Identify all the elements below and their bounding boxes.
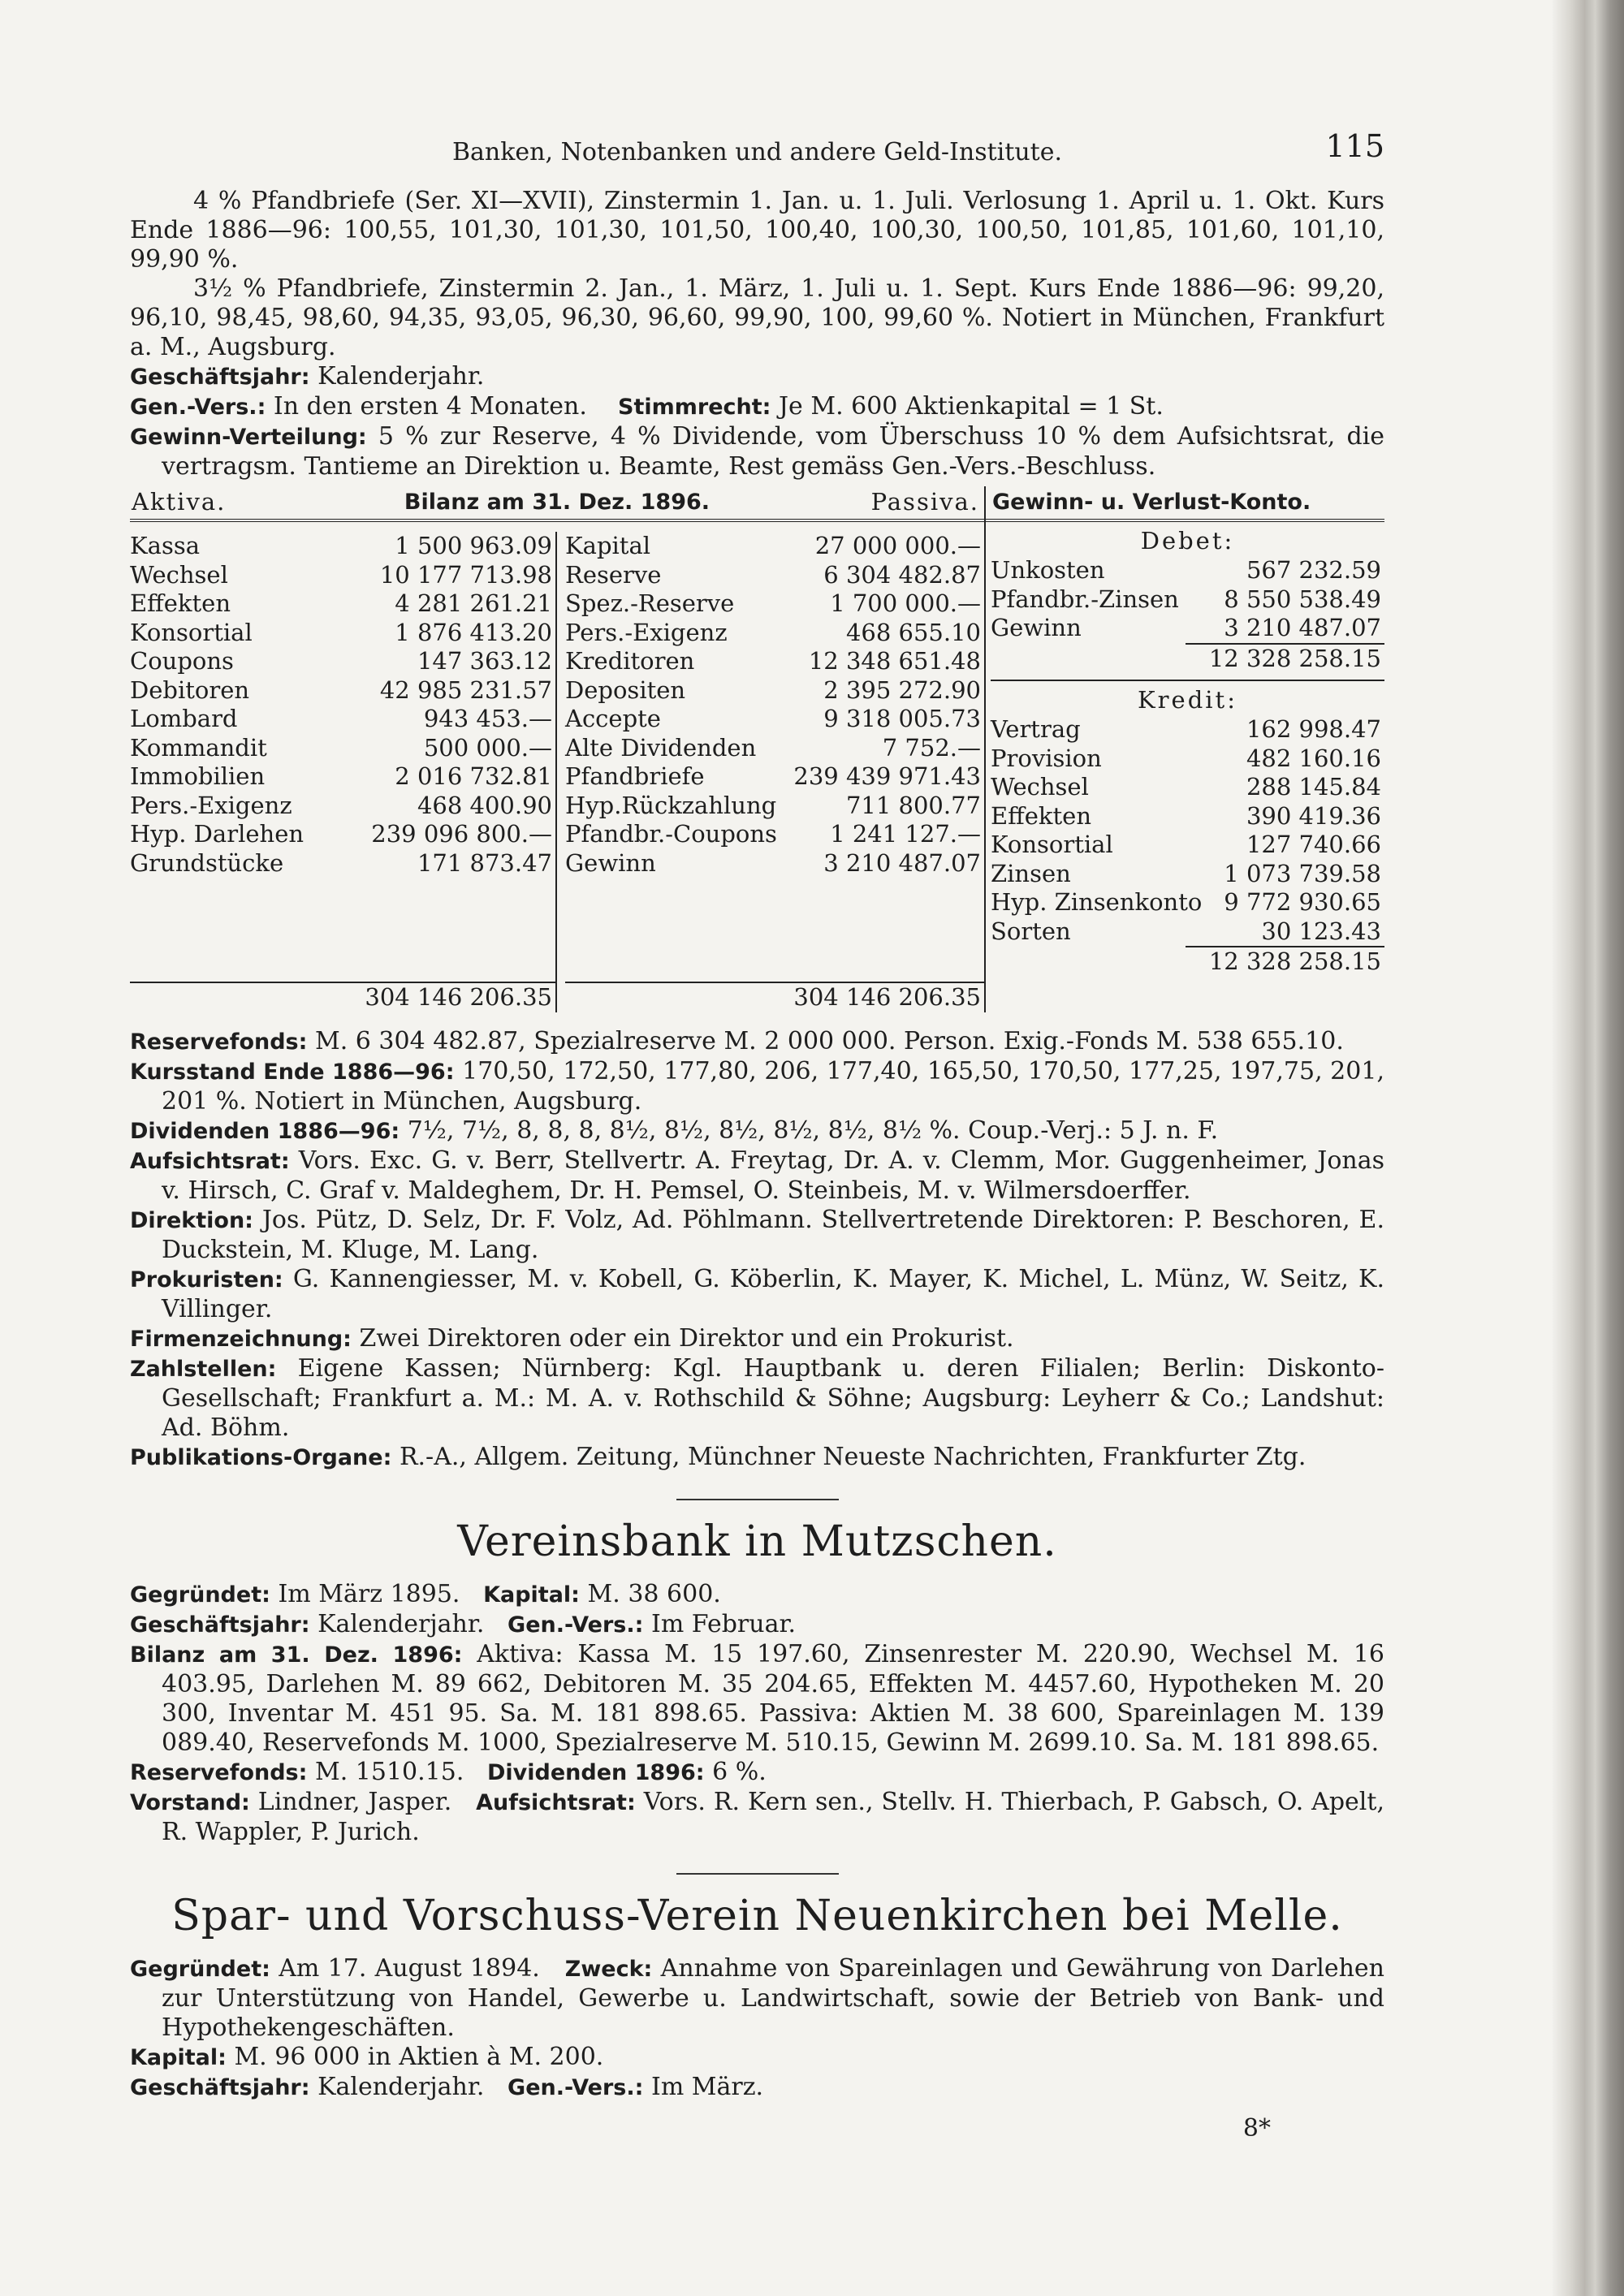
aktiva-row [130,705,555,734]
geschaeftsjahr-line [130,362,1384,392]
kredit-row [991,715,1384,744]
aktiva-item-name: Coupons [130,647,234,675]
publikation-value: R.-A., Allgem. Zeitung, Münchner Neueste Nachrichten, Frankfurter Ztg. [399,1442,1307,1471]
kursstand-label: Kursstand Ende 1886—96: [130,1059,455,1085]
kredit-item-name: Konsortial [991,831,1113,858]
bank3-geschaeftsjahr-label: Geschäftsjahr: [130,2074,310,2100]
aktiva-item-name: Hyp. Darlehen [130,820,304,848]
balance-sheet [130,486,984,1012]
financial-statements [130,486,1384,1012]
passiva-item-value: 3 210 487.07 [823,848,981,877]
bank3-geschaeftsjahr-value: Kalenderjahr. [317,2072,485,2101]
bank2-bilanz-line [130,1640,1384,1758]
kredit-item-name: Effekten [991,801,1092,830]
passiva-item-value: 12 348 651.48 [808,647,981,675]
debet-item-name: Gewinn [991,614,1082,641]
aufsichtsrat-label: Aufsichtsrat: [130,1148,290,1174]
passiva-row [565,849,984,878]
kredit-row [991,773,1384,802]
bank2-geschaeftsjahr-label: Geschäftsjahr: [130,1612,310,1638]
kursstand-line [130,1057,1384,1116]
aktiva-row [130,532,555,561]
firmenzeichnung-label: Firmenzeichnung: [130,1326,352,1352]
guv-separator [991,680,1384,681]
zahlstellen-label: Zahlstellen: [130,1356,277,1382]
zahlstellen-line [130,1354,1384,1443]
bank3-genvers-label: Gen.-Vers.: [508,2074,644,2100]
kredit-item-value: 127 740.66 [1246,831,1381,858]
aktiva-row [130,762,555,792]
passiva-item-name: Kreditoren [565,647,695,675]
kredit-item-value: 288 145.84 [1246,773,1381,801]
balance-title: Bilanz am 31. Dez. 1896. [404,490,710,515]
dividenden-line [130,1116,1384,1146]
aktiva-item-value: 2 016 732.81 [395,762,552,790]
passiva-row [565,532,984,561]
aktiva-item-name: Konsortial [130,618,253,646]
passiva-item-name: Hyp.Rückzahlung [565,791,777,819]
page-header-title: Banken, Notenbanken und andere Geld-Institute. [452,138,1062,166]
passiva-item-value: 1 700 000.— [830,589,981,617]
genvers-label: Gen.-Vers.: [130,395,266,420]
passiva-row [565,792,984,821]
passiva-row [565,734,984,763]
debet-item-name: Unkosten [991,556,1105,584]
genvers-value: In den ersten 4 Monaten. [273,392,587,421]
profit-loss-account [984,486,1384,1012]
aufsichtsrat-value: Vors. Exc. G. v. Berr, Stellvertr. A. Freytag, Dr. A. v. Clemm, Mor. Guggenheimer, Jonas v. Hirsch, C. Graf v. Maldeghem, Dr. H. Pemsel, O. Steinbeis, M. v. Wilmersdoerffer. [162,1146,1384,1205]
aktiva-item-value: 4 281 261.21 [395,589,552,617]
passiva-row [565,647,984,676]
firmenzeichnung-value: Zwei Direktoren oder ein Direktor und ein Prokurist. [359,1323,1014,1353]
aktiva-row [130,619,555,648]
gewinnverteilung-label: Gewinn-Verteilung: [130,425,367,450]
debet-item-value: 8 550 538.49 [1224,585,1381,613]
passiva-item-name: Alte Dividenden [565,733,757,762]
aktiva-item-name: Kassa [130,532,201,559]
bank2-dividenden-label: Dividenden 1896: [486,1759,705,1785]
passiva-row [565,762,984,792]
debet-item-value: 567 232.59 [1246,556,1381,584]
passiva-item-value: 9 318 005.73 [823,705,981,732]
direktion-line [130,1206,1384,1265]
section-divider [676,1873,839,1875]
direktion-label: Direktion: [130,1207,253,1233]
passiva-item-name: Spez.-Reserve [565,589,735,617]
kredit-row [991,744,1384,774]
passiva-item-value: 711 800.77 [845,791,981,819]
passiva-item-name: Accepte [565,705,661,732]
kredit-item-name: Vertrag [991,715,1081,743]
geschaeftsjahr-label: Geschäftsjahr: [130,365,310,390]
passiva-item-value: 468 655.10 [845,618,981,646]
aktiva-item-value: 1 876 413.20 [395,618,552,646]
aktiva-item-name: Grundstücke [130,848,284,877]
passiva-row [565,589,984,619]
passiva-row [565,676,984,706]
bank3-gegruendet-label: Gegründet: [130,1956,270,1982]
debet-row [991,556,1384,585]
bank2-aufsichtsrat-value: Vors. R. Kern sen., Stellv. H. Thierbach, P. Gabsch, O. Apelt, R. Wappler, P. Jurich. [162,1787,1384,1846]
debet-item-value: 3 210 487.07 [1224,614,1381,641]
bank2-dividenden-value: 6 %. [712,1757,767,1786]
passiva-item-name: Depositen [565,675,686,704]
aktiva-item-value: 10 177 713.98 [379,560,552,589]
page-content [130,130,1384,2143]
publikation-label: Publikations-Organe: [130,1444,392,1470]
bank2-gegruendet-label: Gegründet: [130,1582,270,1608]
passiva-item-name: Gewinn [565,848,656,877]
passiva-item-value: 6 304 482.87 [823,560,981,589]
kredit-row [991,888,1384,917]
aktiva-item-value: 171 873.47 [417,848,552,877]
passiva-item-value: 7 752.— [882,733,981,762]
bank3-zweck-label: Zweck: [564,1956,653,1982]
bank3-gegruendet-line [130,1954,1384,2043]
bank2-vorstand-label: Vorstand: [130,1789,250,1815]
kredit-row [991,917,1384,947]
bank2-title: Vereinsbank in Mutzschen. [457,1517,1057,1566]
geschaeftsjahr-value: Kalenderjahr. [317,362,485,391]
aktiva-row [130,647,555,676]
prokuristen-value: G. Kannengiesser, M. v. Kobell, G. Köberlin, K. Mayer, K. Michel, L. Münz, W. Seitz, K. Villinger. [162,1264,1385,1323]
kredit-item-name: Sorten [991,917,1071,945]
aktiva-item-value: 42 985 231.57 [379,675,552,704]
genvers-line [130,392,1384,422]
passiva-item-name: Reserve [565,560,662,589]
dividenden-value: 7½, 7½, 8, 8, 8, 8½, 8½, 8½, 8½, 8½, 8½ %. Coup.-Verj.: 5 J. n. F. [407,1116,1219,1145]
passiva-item-name: Kapital [565,532,651,559]
zahlstellen-value: Eigene Kassen; Nürnberg: Kgl. Hauptbank u. deren Filialen; Berlin: Diskonto-Gesellschaft; Frankfurt a. M.: M. A. v. Rothschild & Söhne; Augsburg: Leyherr & Co.; Landshut: Ad. Böhm. [162,1353,1384,1442]
aktiva-item-value: 1 500 963.09 [395,532,552,559]
aktiva-item-name: Debitoren [130,675,250,704]
kredit-item-value: 9 772 930.65 [1224,888,1381,916]
gewinnverteilung-value: 5 % zur Reserve, 4 % Dividende, vom Überschuss 10 % dem Aufsichtsrat, die vertragsm. Tantieme an Direktion u. Beamte, Rest gemäss Gen.-Vers.-Beschluss. [162,422,1384,481]
aufsichtsrat-line [130,1146,1384,1206]
bank3-gegruendet-value: Am 17. August 1894. [279,1953,540,1983]
pfandbriefe-35-paragraph: 3½ % Pfandbriefe, Zinstermin 2. Jan., 1. März, 1. Juli u. 1. Sept. Kurs Ende 1886—96: 99,20, 96,10, 98,45, 98,60, 94,35, 93,05, 96,30, 96,60, 99,90, 100, 99,60 %. Notiert in München, Frankfurt a. M., Augsburg. [130,274,1384,361]
aktiva-item-value: 468 400.90 [417,791,552,819]
bank3-geschaeftsjahr-line [130,2073,1384,2103]
debet-label: Debet: [1140,527,1235,555]
kredit-item-name: Hyp. Zinsenkonto [991,888,1203,916]
passiva-item-value: 2 395 272.90 [823,675,981,704]
kredit-row [991,860,1384,889]
bank2-reservefonds-value: M. 1510.15. [314,1757,464,1786]
aktiva-item-name: Wechsel [130,560,228,589]
kredit-item-value: 390 419.36 [1246,801,1381,830]
kredit-label: Kredit: [1138,686,1237,714]
passiva-item-name: Pfandbriefe [565,762,705,790]
reservefonds-line [130,1027,1384,1057]
prokuristen-label: Prokuristen: [130,1267,283,1293]
debet-row [991,585,1384,615]
debet-item-name: Pfandbr.-Zinsen [991,585,1179,613]
passiva-item-value: 27 000 000.— [814,532,981,559]
bank2-vorstand-line [130,1788,1384,1847]
guv-header [986,486,1384,522]
kredit-row [991,802,1384,831]
debet-total: 12 328 258.15 [1186,643,1384,674]
signature-mark: 8* [1242,2113,1271,2143]
bank1-details [130,1027,1384,1473]
pfandbriefe-4-paragraph: 4 % Pfandbriefe (Ser. XI—XVII), Zinstermin 1. Jan. u. 1. Juli. Verlosung 1. April u. 1. Okt. Kurs Ende 1886—96: 100,55, 101,30, 101,30, 101,50, 100,40, 100,30, 100,50, 101,85, 101,60, 101,10, 99,90 %. [130,187,1384,274]
aktiva-label: Aktiva. [132,488,227,516]
aktiva-item-name: Pers.-Exigenz [130,791,292,819]
page-number: 115 [1325,128,1384,164]
aktiva-item-value: 500 000.— [423,733,552,762]
stimmrecht-label: Stimmrecht: [618,395,771,420]
passiva-total: 304 146 206.35 [565,982,984,1012]
running-head [130,130,1384,187]
kredit-item-value: 1 073 739.58 [1224,859,1381,887]
bank3-kapital-value: M. 96 000 in Aktien à M. 200. [234,2042,604,2071]
reservefonds-value: M. 6 304 482.87, Spezialreserve M. 2 000 000. Person. Exig.-Fonds M. 538 655.10. [314,1026,1344,1055]
book-spine [1553,0,1624,2296]
passiva-row [565,561,984,590]
bank2-kapital-value: M. 38 600. [587,1579,721,1608]
bank2-geschaeftsjahr-line [130,1610,1384,1640]
bank2-gegruendet-value: Im März 1895. [278,1579,460,1608]
bank3-kapital-label: Kapital: [130,2044,227,2070]
aktiva-row [130,676,555,706]
aktiva-item-value: 147 363.12 [417,647,552,675]
gewinnverteilung-line [130,422,1384,481]
passiva-item-value: 1 241 127.— [830,820,981,848]
bank2-bilanz-label: Bilanz am 31. Dez. 1896: [130,1642,463,1668]
bank2-bilanz-value: Aktiva: Kassa M. 15 197.60, Zinsenrester M. 220.90, Wechsel M. 16 403.95, Darlehen M. 89 662, Debitoren M. 35 204.65, Effekten M. 4457.60, Hypotheken M. 20 300, Inventar M. 451 95. Sa. M. 181 898.65. Passiva: Aktien M. 38 600, Spareinlagen M. 139 089.40, Reservefonds M. 1000, Spezialreserve M. 510.15, Gewinn M. 2699.10. Sa. M. 181 898.65. [162,1639,1384,1757]
aktiva-row [130,820,555,849]
aktiva-item-name: Kommandit [130,733,267,762]
passiva-item-value: 239 439 971.43 [793,762,981,790]
bank3-kapital-line [130,2043,1384,2073]
aktiva-item-name: Lombard [130,705,238,732]
kredit-total: 12 328 258.15 [1186,946,1384,977]
firmenzeichnung-line [130,1324,1384,1354]
aktiva-row [130,849,555,878]
bank2-vorstand-value: Lindner, Jasper. [257,1787,452,1816]
kredit-item-value: 482 160.16 [1246,744,1381,772]
dividenden-label: Dividenden 1886—96: [130,1118,400,1144]
kredit-row [991,831,1384,860]
kredit-item-name: Provision [991,744,1102,772]
kredit-item-name: Zinsen [991,859,1071,887]
kursstand-value: 170,50, 172,50, 177,80, 206, 177,40, 165,50, 170,50, 177,25, 197,75, 201, 201 %. Notiert in München, Augsburg. [162,1056,1384,1116]
kredit-item-name: Wechsel [991,773,1089,801]
bank3-zweck-value: Annahme von Spareinlagen und Gewährung von Darlehen zur Unterstützung von Handel, Gewerbe u. Landwirtschaft, sowie der Betrieb von Bank- und Hypothekengeschäften. [162,1953,1384,2042]
passiva-row [565,705,984,734]
prokuristen-line [130,1265,1384,1324]
bank2-reservefonds-line [130,1758,1384,1788]
bank2-aufsichtsrat-label: Aufsichtsrat: [476,1789,636,1815]
passiva-row [565,619,984,648]
bank2-geschaeftsjahr-value: Kalenderjahr. [317,1609,485,1638]
passiva-row [565,820,984,849]
section-divider [676,1499,839,1500]
passiva-column [557,532,984,1012]
bank2-gegruendet-line [130,1580,1384,1610]
bank2-details [130,1580,1384,1847]
aktiva-row [130,734,555,763]
kredit-item-value: 30 123.43 [1261,917,1381,945]
bank3-details [130,1954,1384,2103]
aktiva-item-name: Effekten [130,589,231,617]
bank3-title: Spar- und Vorschuss-Verein Neuenkirchen bei Melle. [171,1891,1343,1940]
aktiva-item-name: Immobilien [130,762,266,790]
bank2-reservefonds-label: Reservefonds: [130,1759,308,1785]
aktiva-row [130,561,555,590]
direktion-value: Jos. Pütz, D. Selz, Dr. F. Volz, Ad. Pöhlmann. Stellvertretende Direktoren: P. Beschoren, E. Duckstein, M. Kluge, M. Lang. [162,1205,1384,1264]
aktiva-row [130,792,555,821]
stimmrecht-value: Je M. 600 Aktienkapital = 1 St. [779,392,1164,421]
bank2-genvers-value: Im Februar. [650,1609,797,1638]
aktiva-column [130,532,557,1012]
bank2-genvers-label: Gen.-Vers.: [508,1612,644,1638]
passiva-item-name: Pfandbr.-Coupons [565,820,777,848]
kredit-item-value: 162 998.47 [1246,715,1381,743]
bank2-kapital-label: Kapital: [483,1582,580,1608]
balance-header [130,486,984,522]
aktiva-total: 304 146 206.35 [130,982,555,1012]
aktiva-item-value: 943 453.— [423,705,552,732]
guv-body [986,522,1384,977]
aktiva-item-value: 239 096 800.— [371,820,552,848]
bank3-genvers-value: Im März. [650,2072,764,2101]
publikation-line [130,1443,1384,1473]
reservefonds-label: Reservefonds: [130,1029,308,1055]
balance-body [130,532,984,1012]
passiva-label: Passiva. [870,488,979,516]
debet-row [991,614,1384,643]
aktiva-row [130,589,555,619]
guv-title: Gewinn- u. Verlust-Konto. [992,490,1311,515]
passiva-item-name: Pers.-Exigenz [565,618,728,646]
